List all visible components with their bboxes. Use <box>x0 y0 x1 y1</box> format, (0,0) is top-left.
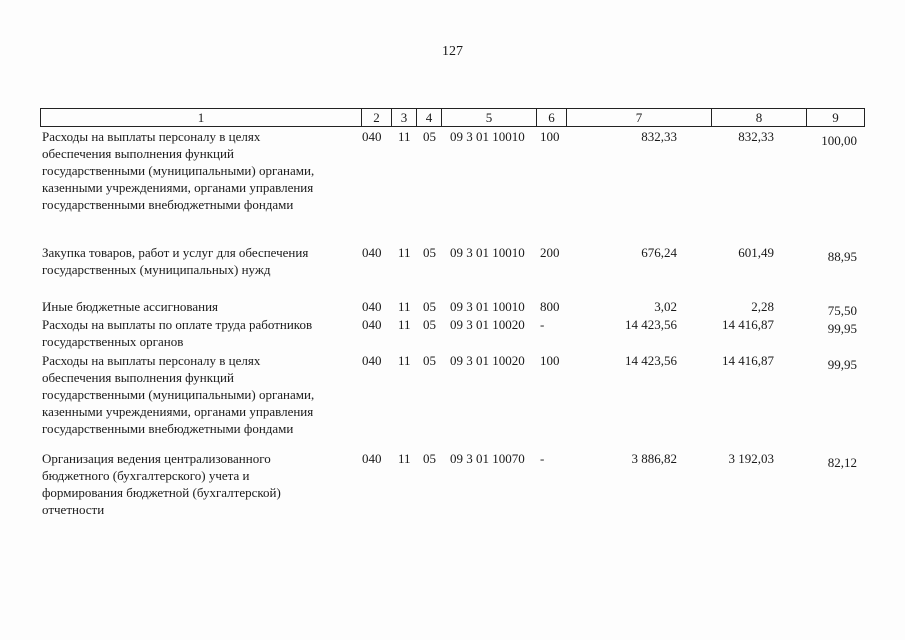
header-col-5: 5 <box>441 109 536 126</box>
row-col-9: 99,95 <box>827 321 857 336</box>
row-description: Расходы на выплаты персоналу в целях обеспечения выполнения функций государственными (муниципальными) органами, казенными учреждениями, органами управления государственными внебюджетными фондами <box>42 129 315 212</box>
row-col-2: 040 <box>362 299 382 314</box>
row-col-3: 11 <box>398 451 411 466</box>
header-col-9: 9 <box>806 109 864 126</box>
row-col-3: 11 <box>398 129 411 144</box>
row-col-5: 09 3 01 10010 <box>450 299 525 314</box>
row-col-5: 09 3 01 10010 <box>450 245 525 260</box>
row-col-6: 100 <box>540 353 560 368</box>
row-col-8: 14 416,87 <box>722 317 774 332</box>
row-col-2: 040 <box>362 353 382 368</box>
row-col-9: 99,95 <box>827 357 857 372</box>
row-col-3: 11 <box>398 245 411 260</box>
row-col-4: 05 <box>423 245 436 260</box>
row-col-9: 100,00 <box>821 133 857 148</box>
row-col-4: 05 <box>423 353 436 368</box>
row-description: Расходы на выплаты персоналу в целях обеспечения выполнения функций государственными (муниципальными) органами, казенными учреждениями, органами управления государственными внебюджетными фондами <box>42 353 315 436</box>
row-description: Организация ведения централизованного бюджетного (бухгалтерского) учета и формирования бюджетной (бухгалтерской) отчетности <box>42 451 281 517</box>
row-col-9: 82,12 <box>827 455 857 470</box>
row-col-7: 3 886,82 <box>631 451 677 466</box>
header-col-3: 3 <box>391 109 416 126</box>
row-col-9: 75,50 <box>827 303 857 318</box>
row-col-7: 14 423,56 <box>625 317 677 332</box>
row-col-6: 200 <box>540 245 560 260</box>
row-col-4: 05 <box>423 317 436 332</box>
row-col-2: 040 <box>362 129 382 144</box>
header-col-1: 1 <box>197 110 205 125</box>
header-col-8: 8 <box>711 109 806 126</box>
row-col-2: 040 <box>362 317 382 332</box>
row-col-7: 676,24 <box>641 245 677 260</box>
row-col-4: 05 <box>423 451 436 466</box>
row-col-8: 832,33 <box>738 129 774 144</box>
row-col-3: 11 <box>398 353 411 368</box>
row-col-8: 14 416,87 <box>722 353 774 368</box>
row-col-4: 05 <box>423 129 436 144</box>
header-col-7: 7 <box>566 109 711 126</box>
row-col-7: 832,33 <box>641 129 677 144</box>
table-header <box>40 108 865 127</box>
row-col-7: 14 423,56 <box>625 353 677 368</box>
row-col-6: - <box>540 451 545 466</box>
header-col-6: 6 <box>536 109 566 126</box>
row-description: Закупка товаров, работ и услуг для обеспечения государственных (муниципальных) нужд <box>42 245 309 277</box>
row-col-7: 3,02 <box>654 299 677 314</box>
row-col-3: 11 <box>398 299 411 314</box>
row-col-6: 800 <box>540 299 560 314</box>
page-number: 127 <box>442 44 463 59</box>
row-col-4: 05 <box>423 299 436 314</box>
row-col-5: 09 3 01 10020 <box>450 317 525 332</box>
row-description: Расходы на выплаты по оплате труда работников государственных органов <box>42 317 313 349</box>
row-col-8: 2,28 <box>751 299 774 314</box>
row-col-5: 09 3 01 10020 <box>450 353 525 368</box>
row-col-3: 11 <box>398 317 411 332</box>
row-col-9: 88,95 <box>827 249 857 264</box>
row-col-8: 601,49 <box>738 245 774 260</box>
row-description: Иные бюджетные ассигнования <box>42 299 219 314</box>
header-col-2: 2 <box>361 109 391 126</box>
row-col-5: 09 3 01 10070 <box>450 451 525 466</box>
header-col-4: 4 <box>416 109 441 126</box>
row-col-8: 3 192,03 <box>728 451 774 466</box>
row-col-6: 100 <box>540 129 560 144</box>
row-col-2: 040 <box>362 245 382 260</box>
row-col-6: - <box>540 317 545 332</box>
row-col-5: 09 3 01 10010 <box>450 129 525 144</box>
row-col-2: 040 <box>362 451 382 466</box>
